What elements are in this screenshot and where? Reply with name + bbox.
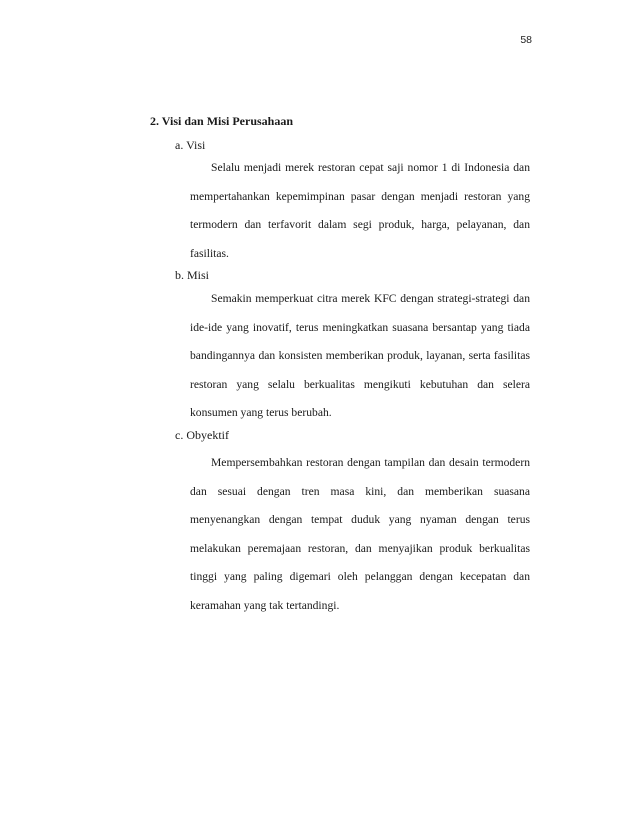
paragraph-misi: Semakin memperkuat citra merek KFC dengan strategi-strategi dan ide-ide yang inovatif, terus meningkatkan suasana bersantap yang tiada bandingannya dan konsisten memberikan produk, layanan, serta fasilitas restoran yang selalu berkualitas mengikuti kebutuhan dan selera konsumen yang terus berubah. [190,292,530,419]
paragraph-visi: Selalu menjadi merek restoran cepat saji nomor 1 di Indonesia dan mempertahankan kepemimpinan pasar dengan menjadi restoran yang termodern dan terfavorit dalam segi produk, harga, pelayanan, dan fasilitas. [190,161,530,260]
page-number: 58 [520,34,532,46]
subheading-misi: b. Misi [175,268,210,282]
section-heading: 2. Visi dan Misi Perusahaan [150,114,294,128]
subheading-obyektif: c. Obyektif [175,428,229,442]
subheading-visi: a. Visi [175,138,206,152]
paragraph-obyektif: Mempersembahkan restoran dengan tampilan dan desain termodern dan sesuai dengan tren masa kini, dan memberikan suasana menyenangkan dengan tempat duduk yang nyaman dengan terus melakukan peremajaan restoran, dan menyajikan produk berkualitas tinggi yang paling digemari oleh pelanggan dengan kecepatan dan keramahan yang tak tertandingi. [190,456,530,612]
